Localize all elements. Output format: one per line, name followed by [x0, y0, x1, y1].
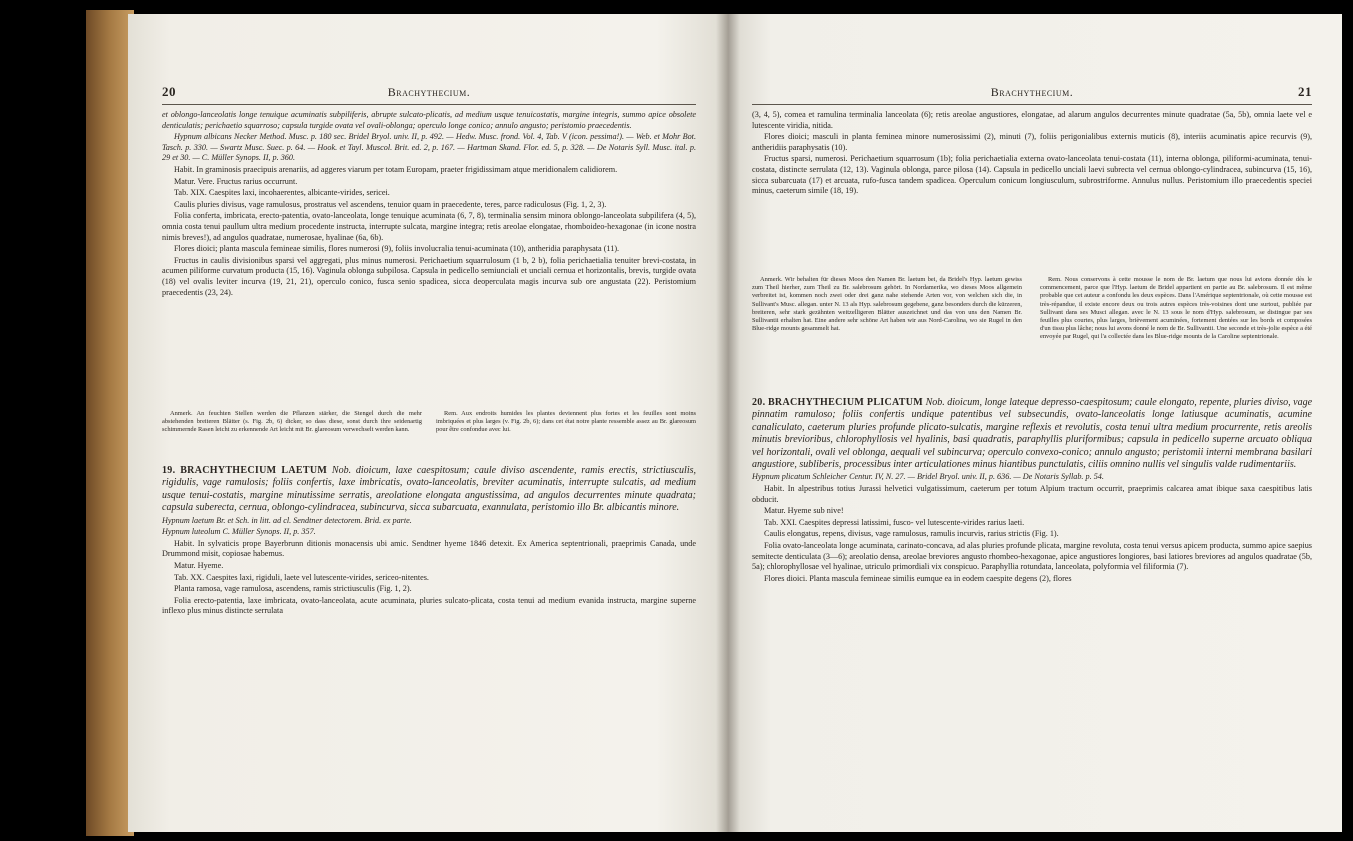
left-species-name: BRACHYTHECIUM LAETUM: [180, 465, 328, 476]
right-paragraph: Tab. XXI. Caespites depressi latissimi, fusco- vel lutescente-virides rarius laeti.: [764, 517, 1025, 527]
left-paragraph: Matur. Hyeme.: [174, 561, 224, 570]
left-paragraph: Matur. Vere. Fructus rarius occurrunt.: [174, 176, 298, 186]
left-species-heading: [162, 465, 696, 515]
right-species-name: BRACHYTHECIUM PLICATUM: [767, 397, 924, 408]
left-main-text: [162, 110, 696, 406]
left-header-rule: [162, 104, 696, 105]
left-note-german-text: Anmerk. An feuchten Stellen werden die Pflanzen stärker, die Stengel durch die mehr abstehenden breiteren Blätter (s. Fig. 2b, 6) dicker, so dass diese, sonst durch ihre seidenartig schimmernde Rasen leicht zu erkennende Art leicht mit Br. glareosum verwechselt werden kann.: [162, 410, 422, 434]
left-page: [128, 14, 728, 832]
left-paragraph: Planta ramosa, vage ramulosa, ascendens, ramis strictiusculis (Fig. 1, 2).: [174, 584, 412, 594]
left-species-number: 19.: [162, 465, 176, 476]
left-species-section: [162, 460, 696, 720]
right-note-french-text: Rem. Nous conservons à cette mousse le nom de Br. laetum que nous lui avions donnée dès le commencement, parce que l'Hyp. laetum de Bridel appartient en partie au Br. salebrosum. Il est même probable que cet auteur a confondu les deux espèces. Dans l'Amérique septentrionale, où cette mousse est très-répandue, il existe encore deux ou trois autres espèces très-voisines dont une surtout, publiée par Sullivant dans ses Musci allegan. avec le N. 13 sous le nom d'Hyp. salebrosum, se distingue par ses feuilles plus courtes, plus larges, brièvement acuminées, fortement dentées sur les bords et composées d'un tissu plus lâche; nous lui avons donné le nom de Br. Sullivantii. Une seconde et très-jolie espèce a été envoyée par Rugel, qui l'a collectée dans les Blue-ridge mounts de la Caroline septentrionale.: [1040, 276, 1312, 341]
right-species-section: [752, 392, 1312, 722]
right-header-rule: [752, 104, 1312, 105]
book-spread: [86, 10, 1348, 836]
left-paragraph: Habit. In sylvaticis prope Bayerbrunn ditionis monacensis ubi amic. Sendtner hyeme 1846 detexit. Ex America septentrionali, praeprimis Canada, unde Drummond misit, copiosae habemus.: [162, 538, 696, 559]
right-main-text: [752, 110, 1312, 270]
left-page-header: [162, 84, 696, 102]
right-paragraph: Folia ovato-lanceolata longe acuminata, carinato-concava, ad alas pluries profunde plicata, margine revoluta, costa tenui versus apicem producta, summo apice saepius semitecte denticulata (3—6); areolatio densa, areolae breviores angusto rhombeo-hexagonae, apice angustiores longiores, basi latiores breviores ad angulos quadratae (5b, 5a); chlorophyllosae vel hyalinae, utriculo primordiali vix conspicuo. Paraphyllia rotundata, lanceolata, polyformia vel filiformia (7).: [752, 541, 1312, 572]
left-paragraph: Folia erecto-patentia, laxe imbricata, ovato-lanceolata, acute acuminata, pluries sulcato-plicata, costa tenui ad medium evanida instructa, margine superne inflexo plus minus distincte serrulata: [162, 595, 696, 616]
right-species-number: 20.: [752, 397, 766, 408]
right-species-diagnosis: Nob. dioicum, longe lateque depresso-caespitosum; caule elongato, repente, pluries diviso, vage pinnatim ramuloso; foliis confertis undique patentibus vel subsecundis, ovato-lanceolatis longe latiusque acuminatis, acumine canaliculato, caeterum pluries profunde plicato-sulcatis, margine reflexis et revolutis, costa tenui ultra medium procurrente, retis areolis minutis brevioribus, chlorophyllosis vel hyalinis, basi quadratis, paraphyllis pluriformibus; capsula in pedicello superne arcuato obliqua vel horizontali, ovali vel oblonga, aequali vel subincurva; operculo convexo-conico; annulo angusto; peristomii interni membrana basilari angustiore, subliberis, processibus inter articulationes minus hiantibus punctulatis, ciliis omnino nullis vel singulis valde rudimentariis.: [752, 397, 1312, 471]
right-page-number: 21: [1298, 84, 1312, 99]
right-paragraph: Matur. Hyeme sub nive!: [764, 506, 844, 516]
right-running-title: Brachythecium.: [990, 85, 1074, 99]
left-note-french: [436, 410, 696, 456]
right-note-french: [1040, 276, 1312, 388]
left-note-german: [162, 410, 422, 456]
left-paragraph: Habit. In graminosis praecipuis arenariis, ad aggeres viarum per totam Europam, praeter frigidissimam atque meridionalem calidiorem.: [174, 164, 618, 174]
right-paragraph: Hypnum plicatum Schleicher Centur. IV, N. 27. — Bridel Bryol. univ. II, p. 636. — De Notaris Syllab. p. 54.: [752, 472, 1104, 482]
left-note-french-text: Rem. Aux endroits humides les plantes deviennent plus fortes et les feuilles sont moins imbriquées et plus larges (v. Fig. 2b, 6); dans cet état notre plante ressemble assez au Br. glareosum pour être confondue avec lui.: [436, 410, 696, 434]
left-running-title: Brachythecium.: [387, 85, 471, 99]
left-species-diagnosis: Nob. dioicum, laxe caespitosum; caule diviso ascendente, ramis erectis, strictiusculis, rigidulis, vage ramulosis; foliis confertis, laxe imbricatis, ovato-lanceolatis, breviter acuminatis, interrupte sulcatis, ad medium usque tenui-costatis, margine minutissime serratis, areolatione elongata angustissima, ad angulos decurrentes minute quadrata; capsula suberecta, cernua, oblongo-cylindracea, subincurva, sicca subarcuata, exannulata, peristomio illo Br. albicantis minore.: [162, 465, 696, 514]
right-note-german: [752, 276, 1022, 376]
left-paragraph: Hypnum albicans Necker Method. Musc. p. 180 sec. Bridel Bryol. univ. II, p. 492. — Hedw. Musc. frond. Vol. 4, Tab. V (icon. pessima!). — Web. et Mohr Bot. Tasch. p. 330. — Swartz Musc. Suec. p. 64. — Hook. et Tayl. Muscol. Brit. ed. 2, p. 167. — Hartman Skand. Flor. ed. 5, p. 328. — De Notaris Syll. Musc. ital. p. 29 et 30. — C. Müller Synops. II, p. 360.: [162, 132, 696, 163]
left-paragraph: et oblongo-lanceolatis longe tenuique acuminatis subpiliferis, abrupte sulcato-plicatis, ad medium usque tenuicostatis, margine integris, summo apice obsolete denticulatis; perichaetio squarroso; capsula turgide ovata vel ovali-oblonga; operculo longe conico; annulo angusto; peristomio praecedentis.: [162, 110, 696, 130]
left-paragraph: Tab. XX. Caespites laxi, rigiduli, laete vel lutescente-virides, sericeo-nitentes.: [174, 572, 429, 582]
right-paragraph: Flores dioici; masculi in planta feminea minore numerosissimi (2), minuti (7), foliis perigonialibus externis muticis (8), interiis acuminatis apice recurvis (9), antheridiis paraphysatis (10).: [752, 132, 1312, 152]
right-page: [728, 14, 1342, 832]
book-gutter: [716, 14, 740, 832]
right-paragraph: Caulis elongatus, repens, divisus, vage ramulosus, ramulis incurvis, rarius strictis (Fig. 1).: [764, 529, 1059, 539]
book-cover-edge: [86, 10, 134, 836]
right-paragraph: Fructus sparsi, numerosi. Perichaetium squarrosum (1b); folia perichaetialia externa ovato-lanceolata tenui-costata (11), interna oblonga, piliformi-acuminata, tenui-costata, distincte serrulata (12, 13). Vaginula oblonga, parce pilosa (14). Capsula in pedicello unciali laevi subrecta vel cernua oblongo-cylindracea, subincurva (15, 16), sicca subarcuata (17) et arcuata, rufo-fusca tandem spadicea. Operculum conicum longiusculum, subrostriforme. Annulus nullus. Peristomium illo praecedentis speciei minus, caeterum simile (18, 19).: [752, 154, 1312, 196]
left-paragraph: Tab. XIX. Caespites laxi, incohaerentes, albicante-virides, sericei.: [174, 188, 390, 198]
right-paragraph: Habit. In alpestribus totius Jurassi helvetici vulgatissimum, caeterum per totum Alpium tractum occurrit, praeprimis calcarea amat ibique saxa caespitibus latis obducit.: [752, 484, 1312, 504]
left-paragraph: Folia conferta, imbricata, erecto-patentia, ovato-lanceolata, longe tenuique acuminata (6, 7, 8), terminalia sensim minora oblongo-lanceolata subpilifera (4, 5), omnia costa tenui paullum ultra medium procedente instructa, interrupte sulcata, margine integra; retis areolae elongatae, rhomboideo-hexagonae (in icone nostra nimis breves!), ad angulos quadratae, numerosae, hyalinae (6a, 6b).: [162, 211, 696, 242]
left-paragraph: Hypnum luteolum C. Müller Synops. II, p. 357.: [162, 527, 316, 537]
left-paragraph: Fructus in caulis divisionibus sparsi vel aggregati, plus minus numerosi. Perichaetium squarrulosum (1 b, 2 b), folia perichaetialia tenuiter brevi-costata, in acumen piliforme curvatum producta (15, 16). Vaginula oblonga subpilosa. Capsula in pedicello semiunciali et unciali cernua et horizontalis, brevis, turgide ovata (18) vel ovalis leviter incurva (19, 21, 21), operculo conico, fusca senio spadicea, sicca deoperculata magis incurva sub ore angustata (22). Peristomium praecedentis (23, 24).: [162, 255, 696, 297]
left-paragraph: Caulis pluries divisus, vage ramulosus, prostratus vel ascendens, tenuior quam in praecedente, teres, parce radiculosus (Fig. 1, 2, 3).: [174, 199, 607, 209]
left-paragraph: Hypnum laetum Br. et Sch. in litt. ad cl. Sendtner detectorem. Brid. ex parte.: [162, 515, 412, 525]
left-paragraph: Flores dioici; planta mascula femineae similis, flores numerosi (9), foliis involucralia tenui-acuminata (10), antheridia paraphysata (11).: [174, 244, 620, 254]
right-note-german-text: Anmerk. Wir behalten für dieses Moos den Namen Br. laetum bei, da Bridel's Hyp. laetum gewiss zum Theil hierher, zum Theil zu Br. salebrosum gehört. In Nordamerika, wo dieses Moos allgemein verbreitet ist, kommen noch zwei oder drei ganz nahe stehende Arten vor, von welchen sich die, in Sullivant's Musc. allegan. unter N. 13 als Hyp. salebrosum gegebene, ganz besonders durch die kürzeren, breiteren, sehr stark gezähnten weitzelligeren Blätter auszeichnet und das von uns den Namen Br. Sullivantii erhalten hat. Eine andere sehr schöne Art haben wir aus Nord-Carolina, wo sie Rugel in den Blue-ridge mounts gesammelt hat.: [752, 276, 1022, 333]
right-species-heading: [752, 397, 1312, 471]
right-paragraph: (3, 4, 5), comea et ramulina terminalia lanceolata (6); retis areolae angustiores, elongatae, ad alarum angulos decurrentes minute quadratae (5a, 5b), omnia laete vel e lutescente viridia, nitida.: [752, 110, 1312, 130]
left-page-number: 20: [162, 84, 176, 99]
right-paragraph: Flores dioici. Planta mascula femineae similis eumque ea in eodem caespite degens (2), flores: [764, 573, 1072, 583]
right-page-header: [752, 84, 1312, 102]
